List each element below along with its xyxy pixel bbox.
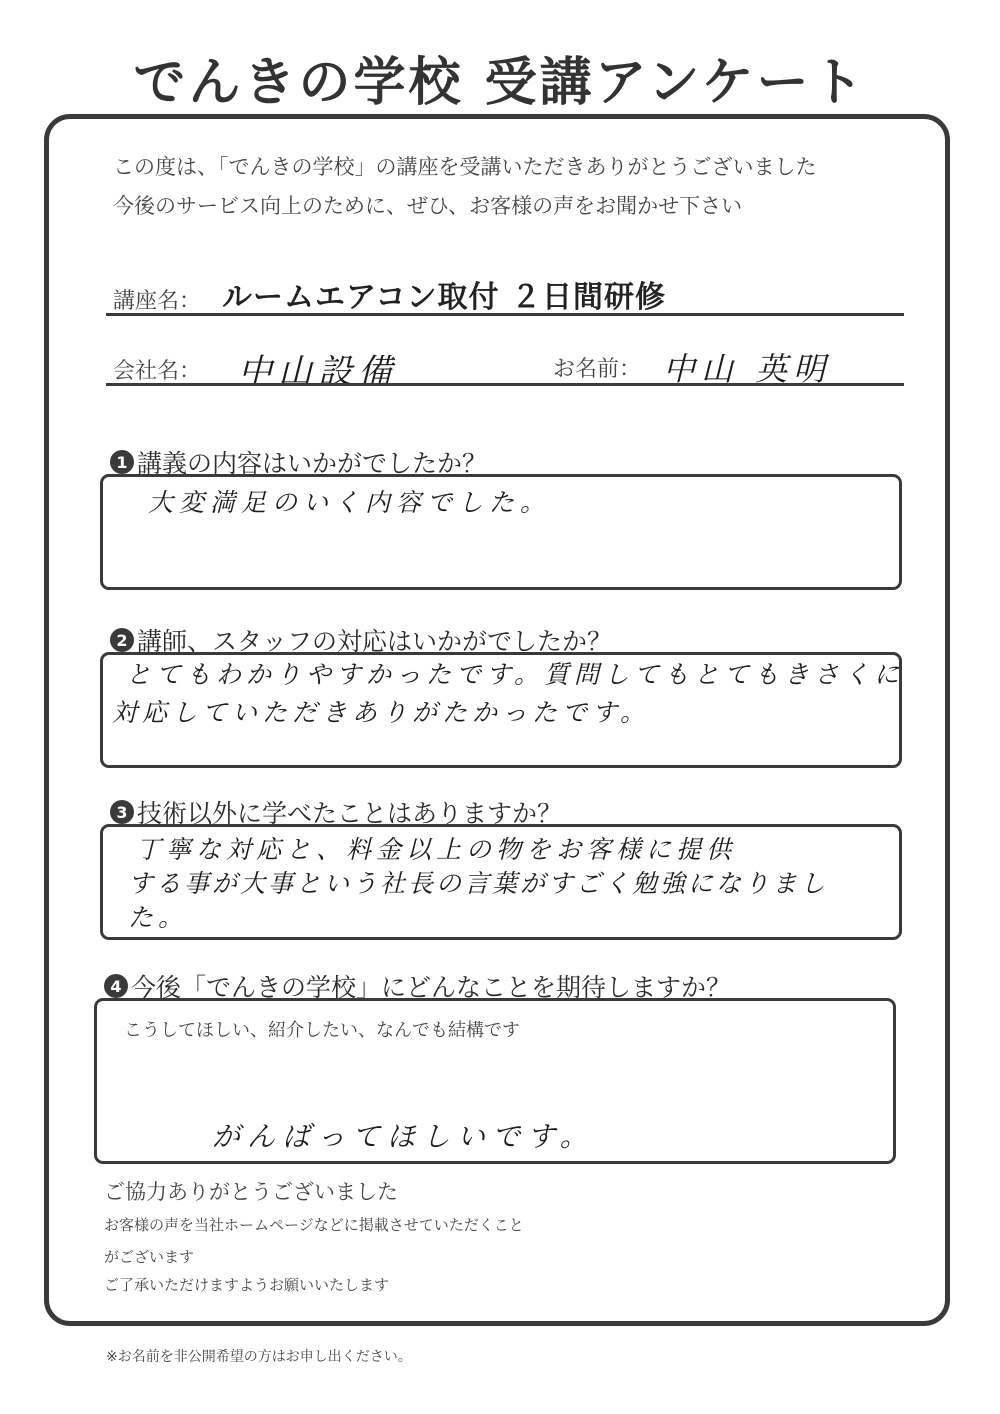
intro-line-1: この度は、「でんきの学校」の講座を受講いただきありがとうございました (113, 155, 817, 179)
question-1-text: 講義の内容はいかがでしたか？ (137, 449, 488, 478)
footer-note: ※お名前を非公開希望の方はお申し出ください。 (106, 1349, 412, 1365)
company-name-handwritten: 中山設備 (238, 352, 398, 392)
answer-2-text (112, 656, 905, 732)
company-label: 会社名： (113, 359, 202, 384)
intro-line-2: 今後のサービス向上のために、ぜひ、お客様の声をお聞かせ下さい (113, 194, 743, 218)
closing-note-1: お客様の声を当社ホームページなどに掲載させていただくこと (104, 1216, 524, 1234)
intro-text (113, 148, 817, 226)
question-3-text: 技術以外に学べたことはありますか？ (137, 799, 563, 828)
course-name: ルームエアコン取付 ２日間研修 (222, 280, 666, 315)
closing-note-3: ご了承いただけますようお願いいたします (104, 1276, 390, 1294)
course-underline (106, 313, 904, 316)
name-label: お名前： (553, 357, 642, 382)
question-2-text: 講師、スタッフの対応はいかがでしたか？ (137, 627, 613, 656)
closing-note-2: がございます (104, 1248, 195, 1266)
answer-line: する事が大事という社長の言葉がすごく勉強になりまし (128, 869, 829, 898)
question-number-badge: 4 (104, 974, 128, 998)
answer-line: 丁寧な対応と、料金以上の物をお客様に提供 (136, 835, 737, 864)
answer-line: 大変満足のいく内容でした。 (148, 488, 552, 517)
answer-line: がんばってほしいです。 (212, 1120, 595, 1153)
answer-line: 対応していただきありがたかったです。 (112, 698, 651, 727)
question-4-hint: こうしてほしい、紹介したい、なんでも結構です (124, 1020, 520, 1041)
question-4-text: 今後「でんきの学校」にどんなことを期待しますか？ (131, 973, 732, 1002)
person-name-handwritten: 中山 英明 (663, 350, 832, 388)
answer-line: た。 (128, 903, 189, 932)
answer-4-text (212, 1118, 595, 1156)
survey-title: でんきの学校 受講アンケート (133, 53, 867, 113)
answer-line: とてもわかりやすかったです。質問してもとてもきさくに (126, 660, 905, 689)
answer-3-text (128, 833, 828, 935)
question-number-badge: 2 (110, 628, 134, 652)
course-label: 講座名： (113, 289, 202, 314)
closing-thanks: ご協力ありがとうございました (104, 1180, 398, 1204)
question-number-badge: 3 (110, 800, 134, 824)
info-underline (106, 383, 904, 386)
question-number-badge: 1 (110, 450, 134, 474)
answer-1-text (148, 484, 551, 522)
